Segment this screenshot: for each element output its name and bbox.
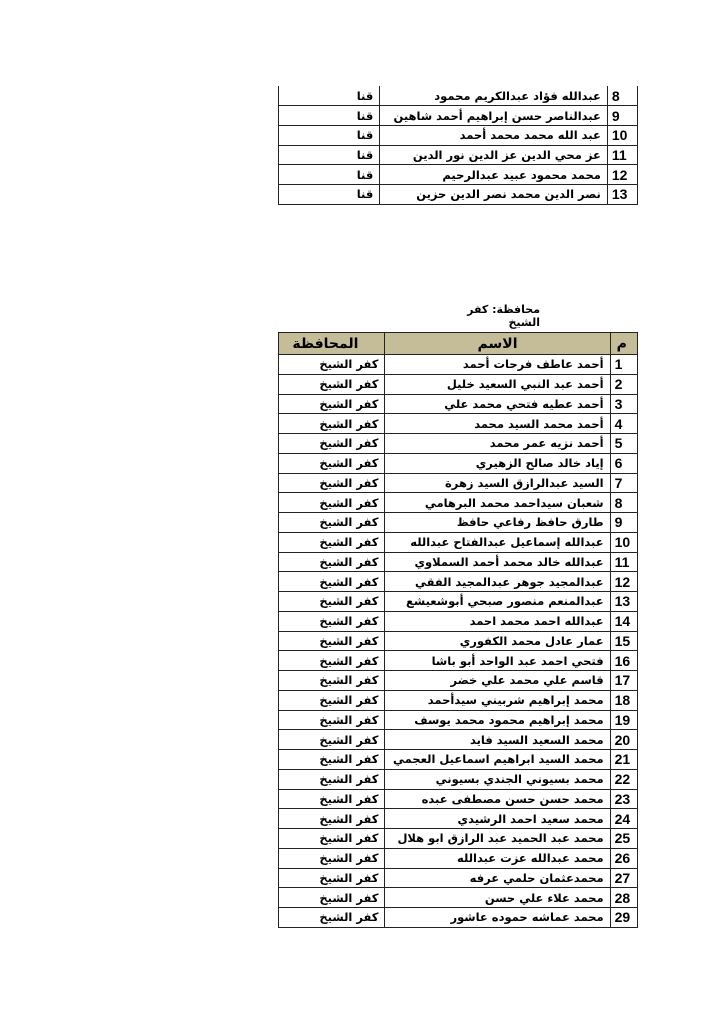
row-number: 12 [610,572,637,592]
governorate: كفر الشيخ [279,473,385,493]
governorate: كفر الشيخ [279,552,385,572]
person-name: شعبان سيداحمد محمد البرهامي [385,493,610,513]
table-row [279,908,638,928]
kafr-elsheikh-table [278,332,638,928]
governorate: كفر الشيخ [279,651,385,671]
governorate: قنا [279,184,380,204]
person-name: عبدالمجيد جوهر عبدالمجيد الفقي [385,572,610,592]
governorate: كفر الشيخ [279,611,385,631]
table-row [279,690,638,710]
governorate: قنا [279,86,380,106]
row-number: 12 [607,165,637,185]
governorate: كفر الشيخ [279,572,385,592]
governorate: كفر الشيخ [279,730,385,750]
table-row [279,750,638,770]
row-number: 15 [610,631,637,651]
row-number: 3 [610,394,637,414]
person-name: السيد عبدالرازق السيد زهرة [385,473,610,493]
table-header-row [279,333,638,355]
table-row [279,165,638,185]
table-row [279,394,638,414]
person-name: أحمد نزيه عمر محمد [385,434,610,454]
person-name: أحمد محمد السيد محمد [385,414,610,434]
governorate: كفر الشيخ [279,690,385,710]
table-row [279,86,638,106]
row-number: 24 [610,809,637,829]
table-row [279,769,638,789]
table-row [279,453,638,473]
table-row [279,493,638,513]
table-row [279,184,638,204]
row-number: 9 [610,513,637,533]
table-row [279,868,638,888]
row-number: 6 [610,453,637,473]
header-number: م [610,333,637,355]
governorate: كفر الشيخ [279,868,385,888]
person-name: عبدالله احمد محمد احمد [385,611,610,631]
table-row [279,671,638,691]
row-number: 8 [607,86,637,106]
governorate: كفر الشيخ [279,592,385,612]
person-name: محمد إبراهيم محمود محمد يوسف [385,710,610,730]
person-name: محمد عماشه حموده عاشور [385,908,610,928]
governorate: كفر الشيخ [279,888,385,908]
table-row [279,710,638,730]
row-number: 19 [610,710,637,730]
row-number: 23 [610,789,637,809]
row-number: 14 [610,611,637,631]
table-row [279,355,638,375]
person-name: عبدالمنعم منصور صبحي أبوشعيشع [385,592,610,612]
table-row [279,532,638,552]
row-number: 17 [610,671,637,691]
table-row [279,631,638,651]
governorate: قنا [279,106,380,126]
person-name: أحمد عطيه فتحي محمد علي [385,394,610,414]
row-number: 5 [610,434,637,454]
governorate: قنا [279,165,380,185]
row-number: 11 [607,145,637,165]
governorate: كفر الشيخ [279,809,385,829]
row-number: 22 [610,769,637,789]
table-row [279,552,638,572]
person-name: محمد محمود عبيد عبدالرحيم [380,165,608,185]
person-name: قاسم علي محمد علي خضر [385,671,610,691]
table-row [279,730,638,750]
governorate: كفر الشيخ [279,374,385,394]
person-name: أحمد عاطف فرحات أحمد [385,355,610,375]
governorate: قنا [279,125,380,145]
person-name: عز محي الدين عز الدين نور الدين [380,145,608,165]
table-row [279,888,638,908]
top-names-table [278,86,638,205]
table-row [279,374,638,394]
person-name: عبدالناصر حسن إبراهيم أحمد شاهين [380,106,608,126]
governorate: كفر الشيخ [279,789,385,809]
table-row [279,789,638,809]
row-number: 4 [610,414,637,434]
row-number: 26 [610,848,637,868]
governorate: كفر الشيخ [279,848,385,868]
header-governorate: المحافظة [279,333,385,355]
governorate: كفر الشيخ [279,908,385,928]
row-number: 27 [610,868,637,888]
row-number: 13 [610,592,637,612]
governorate: كفر الشيخ [279,829,385,849]
governorate: كفر الشيخ [279,750,385,770]
header-name: الاسم [385,333,610,355]
main-table-body [279,355,638,928]
governorate: كفر الشيخ [279,513,385,533]
row-number: 28 [610,888,637,908]
row-number: 11 [610,552,637,572]
person-name: عبد الله محمد محمد أحمد [380,125,608,145]
governorate: كفر الشيخ [279,493,385,513]
row-number: 20 [610,730,637,750]
governorate: قنا [279,145,380,165]
governorate: كفر الشيخ [279,631,385,651]
row-number: 10 [607,125,637,145]
person-name: عبدالله فؤاد عبدالكريم محمود [380,86,608,106]
governorate-caption: محافظة: كفر الشيخ [467,303,540,329]
table-row [279,434,638,454]
table-row [279,473,638,493]
table-row [279,848,638,868]
table-row [279,145,638,165]
person-name: محمد عبدالله عزت عبدالله [385,848,610,868]
person-name: إياد خالد صالح الزهيري [385,453,610,473]
person-name: أحمد عبد النبي السعيد خليل [385,374,610,394]
row-number: 18 [610,690,637,710]
person-name: محمد السعيد السيد فايد [385,730,610,750]
table-row [279,572,638,592]
row-number: 1 [610,355,637,375]
row-number: 25 [610,829,637,849]
person-name: فتحي احمد عبد الواحد أبو باشا [385,651,610,671]
table-row [279,651,638,671]
row-number: 29 [610,908,637,928]
person-name: محمدعثمان حلمي عرفه [385,868,610,888]
row-number: 8 [610,493,637,513]
row-number: 7 [610,473,637,493]
row-number: 10 [610,532,637,552]
table-row [279,809,638,829]
person-name: محمد سعيد احمد الرشيدي [385,809,610,829]
governorate: كفر الشيخ [279,769,385,789]
governorate: كفر الشيخ [279,355,385,375]
row-number: 16 [610,651,637,671]
table-row [279,513,638,533]
governorate: كفر الشيخ [279,434,385,454]
governorate: كفر الشيخ [279,671,385,691]
row-number: 9 [607,106,637,126]
governorate: كفر الشيخ [279,453,385,473]
person-name: طارق حافظ رفاعي حافظ [385,513,610,533]
person-name: محمد بسيوني الجندي بسيوني [385,769,610,789]
person-name: محمد إبراهيم شربيني سيدأحمد [385,690,610,710]
table-row [279,829,638,849]
person-name: محمد عبد الحميد عبد الرازق ابو هلال [385,829,610,849]
person-name: نصر الدين محمد نصر الدين حزين [380,184,608,204]
person-name: عبدالله إسماعيل عبدالفتاح عبدالله [385,532,610,552]
person-name: عمار عادل محمد الكفوري [385,631,610,651]
row-number: 21 [610,750,637,770]
governorate: كفر الشيخ [279,710,385,730]
table-row [279,592,638,612]
person-name: محمد حسن حسن مصطفى عبده [385,789,610,809]
person-name: عبدالله خالد محمد أحمد السملاوي [385,552,610,572]
person-name: محمد السيد ابراهيم اسماعيل العجمي [385,750,610,770]
top-table-body [279,86,638,204]
row-number: 13 [607,184,637,204]
governorate: كفر الشيخ [279,394,385,414]
row-number: 2 [610,374,637,394]
governorate: كفر الشيخ [279,532,385,552]
table-row [279,611,638,631]
table-row [279,106,638,126]
person-name: محمد علاء علي حسن [385,888,610,908]
table-row [279,414,638,434]
governorate: كفر الشيخ [279,414,385,434]
table-row [279,125,638,145]
